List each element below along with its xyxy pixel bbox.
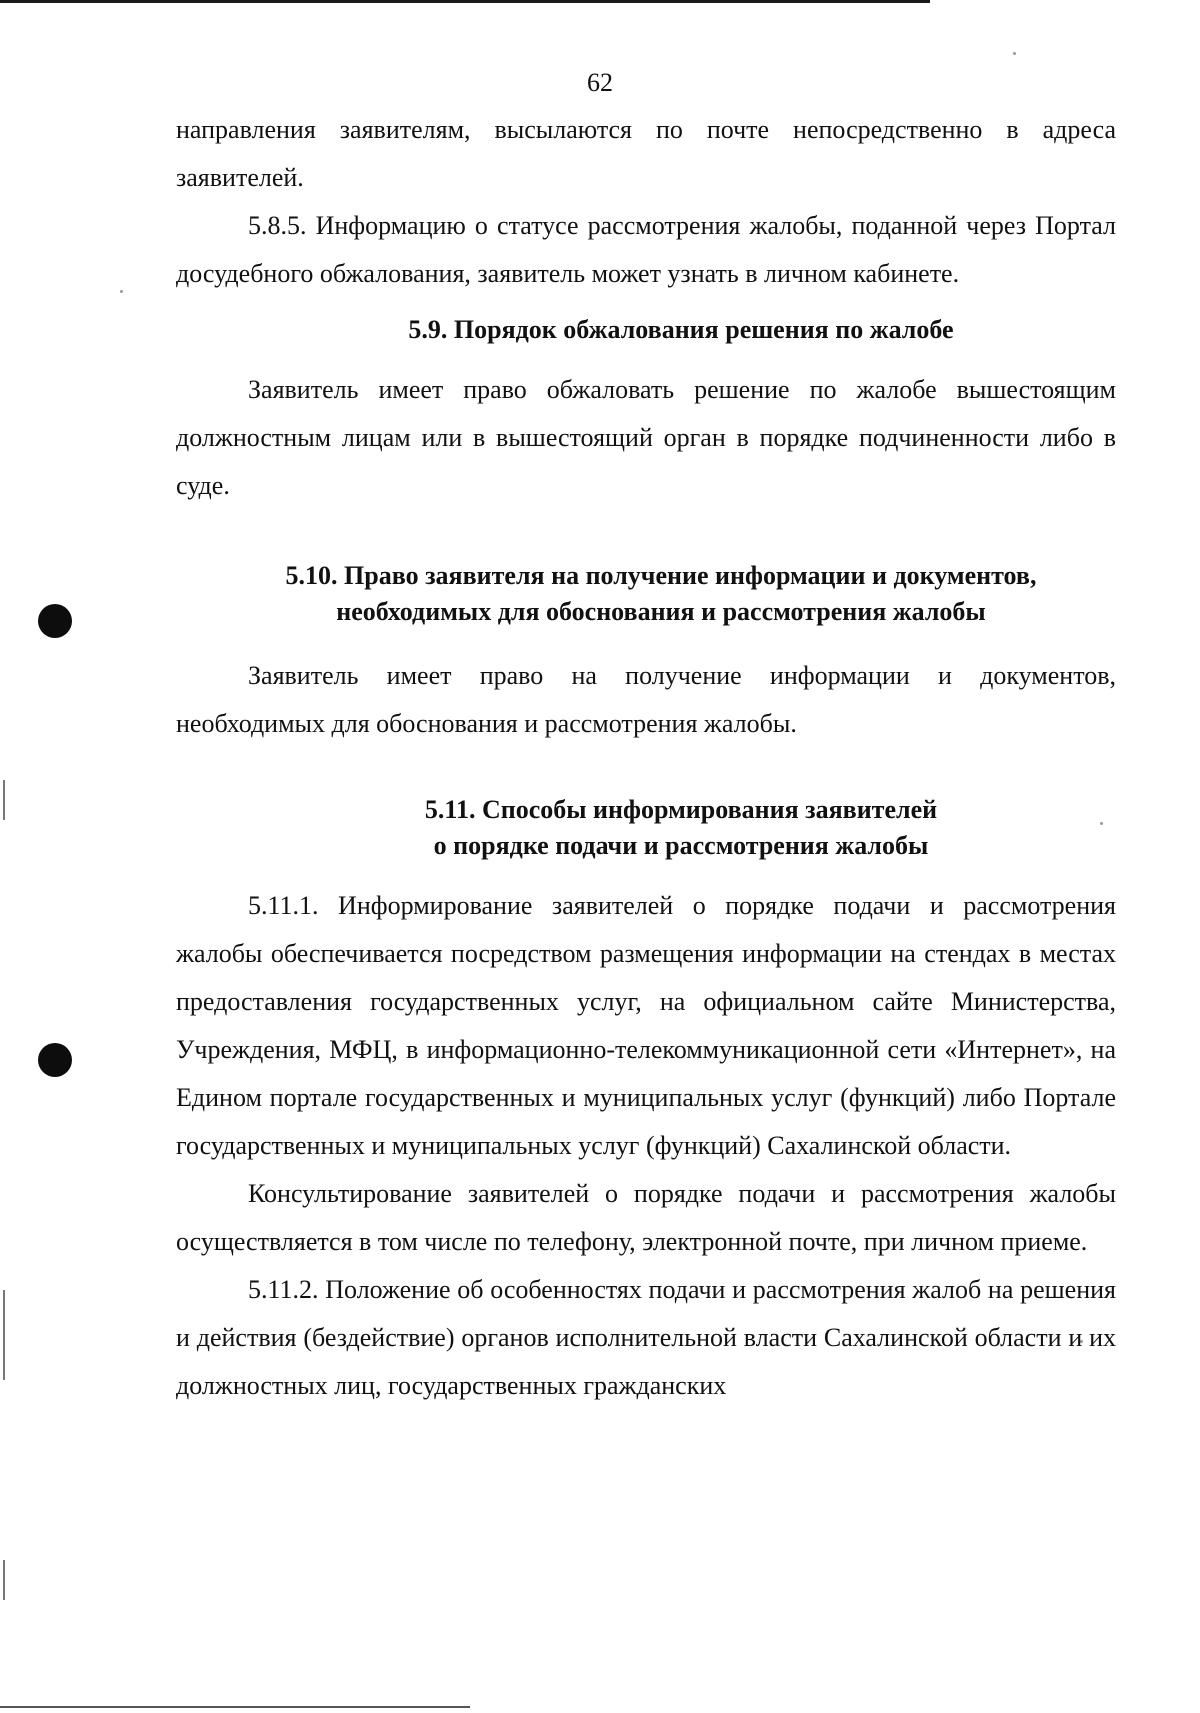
- scan-edge-bottom: [0, 1706, 470, 1708]
- paragraph: Заявитель имеет право на получение информации и документов, необходимых для обоснования и рассмотрения жалобы.: [176, 661, 1116, 738]
- paragraph: 5.11.1. Информирование заявителей о порядке подачи и рассмотрения жалобы обеспечивается посредством размещения информации на стендах в местах предоставления государственных услуг, на официальном сайте Министерства, Учреждения, МФЦ, в информационно-телекоммуникационной сети «Интернет», на Едином портале государственных и муниципальных услуг (функций) либо Портале государственных и муниципальных услуг (функций) Сахалинской области.: [176, 891, 1116, 1160]
- scan-edge-mark: [3, 780, 5, 820]
- paragraph: Консультирование заявителей о порядке подачи и рассмотрения жалобы осуществляется в том числе по телефону, электронной почте, при личном приеме.: [176, 1179, 1116, 1256]
- paragraph: 5.11.2. Положение об особенностях подачи и рассмотрения жалоб на решения и действия (бездействие) органов исполнительной власти Сахалинской области и их должностных лиц, государственных гражданских: [176, 1275, 1116, 1400]
- page-number: 62: [587, 68, 613, 97]
- scan-edge-mark: [3, 1290, 5, 1380]
- heading-line: 5.11. Способы информирования заявителей: [424, 795, 938, 824]
- scan-edge-mark: [3, 1560, 5, 1600]
- heading-line: необходимых для обоснования и рассмотрения жалобы: [336, 597, 986, 626]
- section-heading-5-9: 5.9. Порядок обжалования решения по жалобе: [408, 315, 954, 344]
- punch-hole: [38, 604, 72, 638]
- paragraph: 5.8.5. Информацию о статусе рассмотрения жалобы, поданной через Портал досудебного обжалования, заявитель может узнать в личном кабинете.: [176, 211, 1116, 288]
- scan-speck: [120, 290, 123, 293]
- paragraph: направления заявителям, высылаются по почте непосредственно в адреса заявителей.: [176, 115, 1116, 192]
- scan-edge-top: [0, 0, 930, 3]
- document-body: [176, 106, 1116, 1410]
- punch-hole: [38, 1043, 72, 1077]
- section-heading-5-11: [176, 792, 1116, 864]
- paragraph: Заявитель имеет право обжаловать решение по жалобе вышестоящим должностным лицам или в вышестоящий орган в порядке подчиненности либо в суде.: [176, 375, 1116, 500]
- scan-speck: [1013, 52, 1016, 55]
- section-heading-5-10: [176, 558, 1116, 630]
- heading-line: 5.10. Право заявителя на получение информации и документов,: [285, 561, 1037, 590]
- heading-line: о порядке подачи и рассмотрения жалобы: [433, 831, 929, 860]
